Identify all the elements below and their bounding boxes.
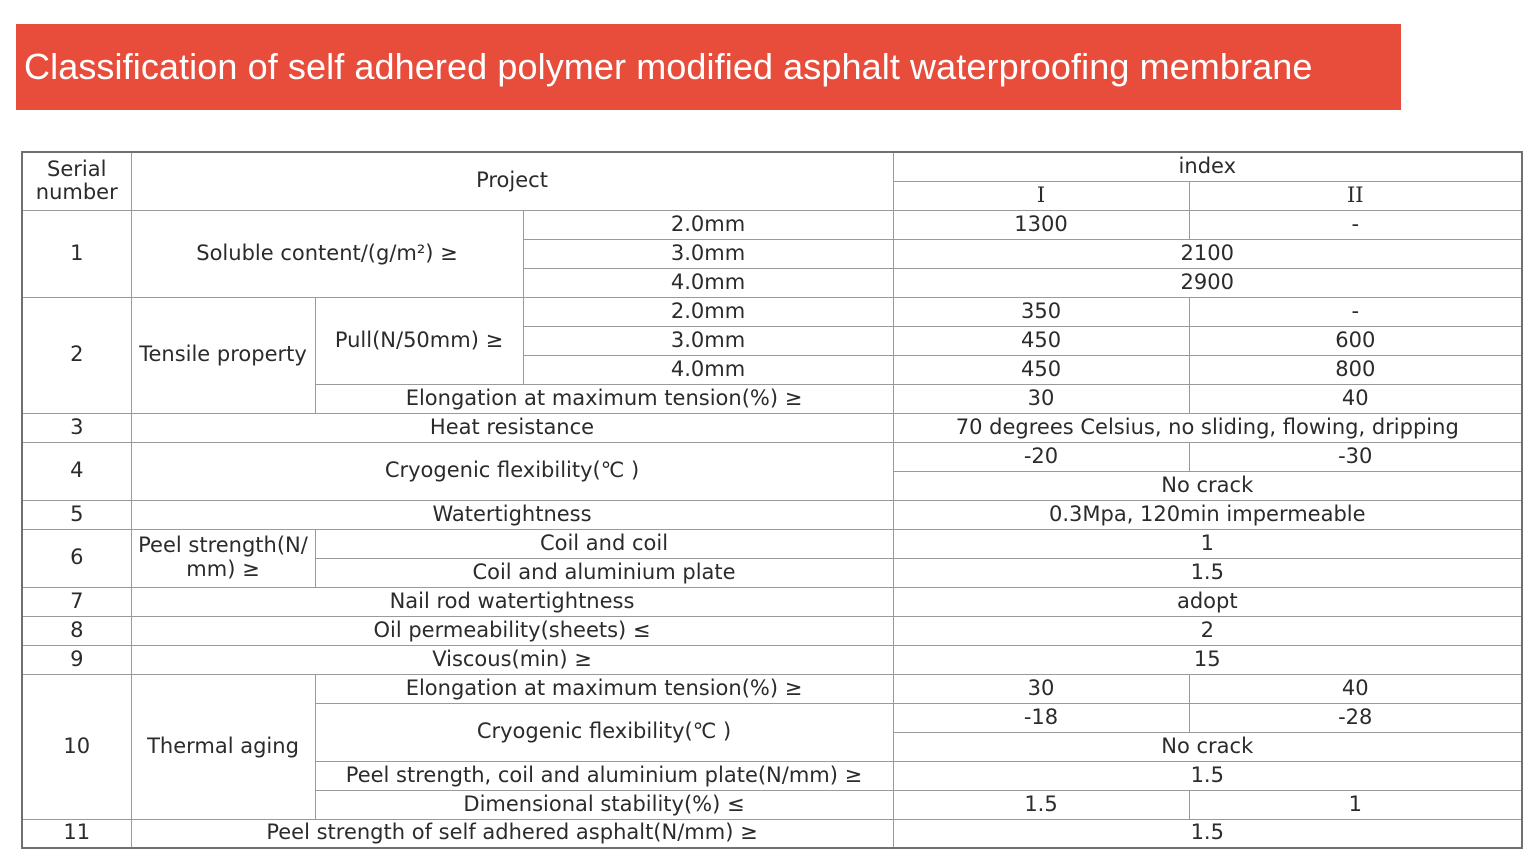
value-cell: 350 xyxy=(893,297,1189,326)
thickness-cell: 3.0mm xyxy=(523,326,893,355)
serial-cell: 2 xyxy=(22,297,131,413)
item-cell: Viscous(min) ≥ xyxy=(131,645,893,674)
thickness-cell: 4.0mm xyxy=(523,268,893,297)
item-cell: Nail rod watertightness xyxy=(131,587,893,616)
sub-item-cell: Coil and aluminium plate xyxy=(315,558,893,587)
value-cell: 1.5 xyxy=(893,761,1522,790)
specification-table xyxy=(21,151,1523,849)
item-cell: Cryogenic flexibility(℃ ) xyxy=(131,442,893,500)
value-cell: 450 xyxy=(893,326,1189,355)
header-serial-number: Serial number xyxy=(22,152,131,210)
header-project: Project xyxy=(131,152,893,210)
value-cell: 1.5 xyxy=(893,819,1522,848)
item-cell: Tensile property xyxy=(131,297,315,413)
serial-cell: 9 xyxy=(22,645,131,674)
value-cell: 70 degrees Celsius, no sliding, flowing, dripping xyxy=(893,413,1522,442)
item-cell: Thermal aging xyxy=(131,674,315,819)
value-cell: 1 xyxy=(893,529,1522,558)
serial-cell: 4 xyxy=(22,442,131,500)
sub-item-cell: Dimensional stability(%) ≤ xyxy=(315,790,893,819)
item-cell: Peel strength of self adhered asphalt(N/mm) ≥ xyxy=(131,819,893,848)
value-cell: - xyxy=(1189,210,1522,239)
serial-cell: 1 xyxy=(22,210,131,297)
thickness-cell: 4.0mm xyxy=(523,355,893,384)
header-type-1: I xyxy=(893,181,1189,210)
serial-cell: 6 xyxy=(22,529,131,587)
sub-item-cell: Elongation at maximum tension(%) ≥ xyxy=(315,674,893,703)
value-cell: 40 xyxy=(1189,674,1522,703)
item-cell: Watertightness xyxy=(131,500,893,529)
value-cell: - xyxy=(1189,297,1522,326)
serial-cell: 5 xyxy=(22,500,131,529)
value-cell: 450 xyxy=(893,355,1189,384)
value-cell: 600 xyxy=(1189,326,1522,355)
item-cell: Heat resistance xyxy=(131,413,893,442)
value-cell: 800 xyxy=(1189,355,1522,384)
value-cell: 1 xyxy=(1189,790,1522,819)
serial-cell: 8 xyxy=(22,616,131,645)
value-cell: 15 xyxy=(893,645,1522,674)
item-cell: Soluble content/(g/m²) ≥ xyxy=(131,210,523,297)
sub-item-cell: Peel strength, coil and aluminium plate(N/mm) ≥ xyxy=(315,761,893,790)
serial-cell: 10 xyxy=(22,674,131,819)
sub-item-cell: Cryogenic flexibility(℃ ) xyxy=(315,703,893,761)
item-cell: Peel strength(N/ mm) ≥ xyxy=(131,529,315,587)
serial-cell: 7 xyxy=(22,587,131,616)
sub-item-cell: Pull(N/50mm) ≥ xyxy=(315,297,523,384)
value-cell: 1300 xyxy=(893,210,1189,239)
value-cell: -20 xyxy=(893,442,1189,471)
value-cell: adopt xyxy=(893,587,1522,616)
value-cell: No crack xyxy=(893,471,1522,500)
thickness-cell: 3.0mm xyxy=(523,239,893,268)
value-cell: 2100 xyxy=(893,239,1522,268)
value-cell: -30 xyxy=(1189,442,1522,471)
value-cell: -28 xyxy=(1189,703,1522,732)
value-cell: 30 xyxy=(893,384,1189,413)
thickness-cell: 2.0mm xyxy=(523,297,893,326)
header-index: index xyxy=(893,152,1522,181)
serial-cell: 11 xyxy=(22,819,131,848)
value-cell: No crack xyxy=(893,732,1522,761)
thickness-cell: 2.0mm xyxy=(523,210,893,239)
value-cell: -18 xyxy=(893,703,1189,732)
page-title: Classification of self adhered polymer modified asphalt waterproofing membrane xyxy=(24,46,1313,87)
header-type-2: II xyxy=(1189,181,1522,210)
value-cell: 40 xyxy=(1189,384,1522,413)
title-banner xyxy=(16,24,1401,110)
serial-cell: 3 xyxy=(22,413,131,442)
value-cell: 2900 xyxy=(893,268,1522,297)
sub-item-cell: Elongation at maximum tension(%) ≥ xyxy=(315,384,893,413)
value-cell: 1.5 xyxy=(893,558,1522,587)
value-cell: 30 xyxy=(893,674,1189,703)
value-cell: 1.5 xyxy=(893,790,1189,819)
value-cell: 0.3Mpa, 120min impermeable xyxy=(893,500,1522,529)
value-cell: 2 xyxy=(893,616,1522,645)
item-cell: Oil permeability(sheets) ≤ xyxy=(131,616,893,645)
sub-item-cell: Coil and coil xyxy=(315,529,893,558)
